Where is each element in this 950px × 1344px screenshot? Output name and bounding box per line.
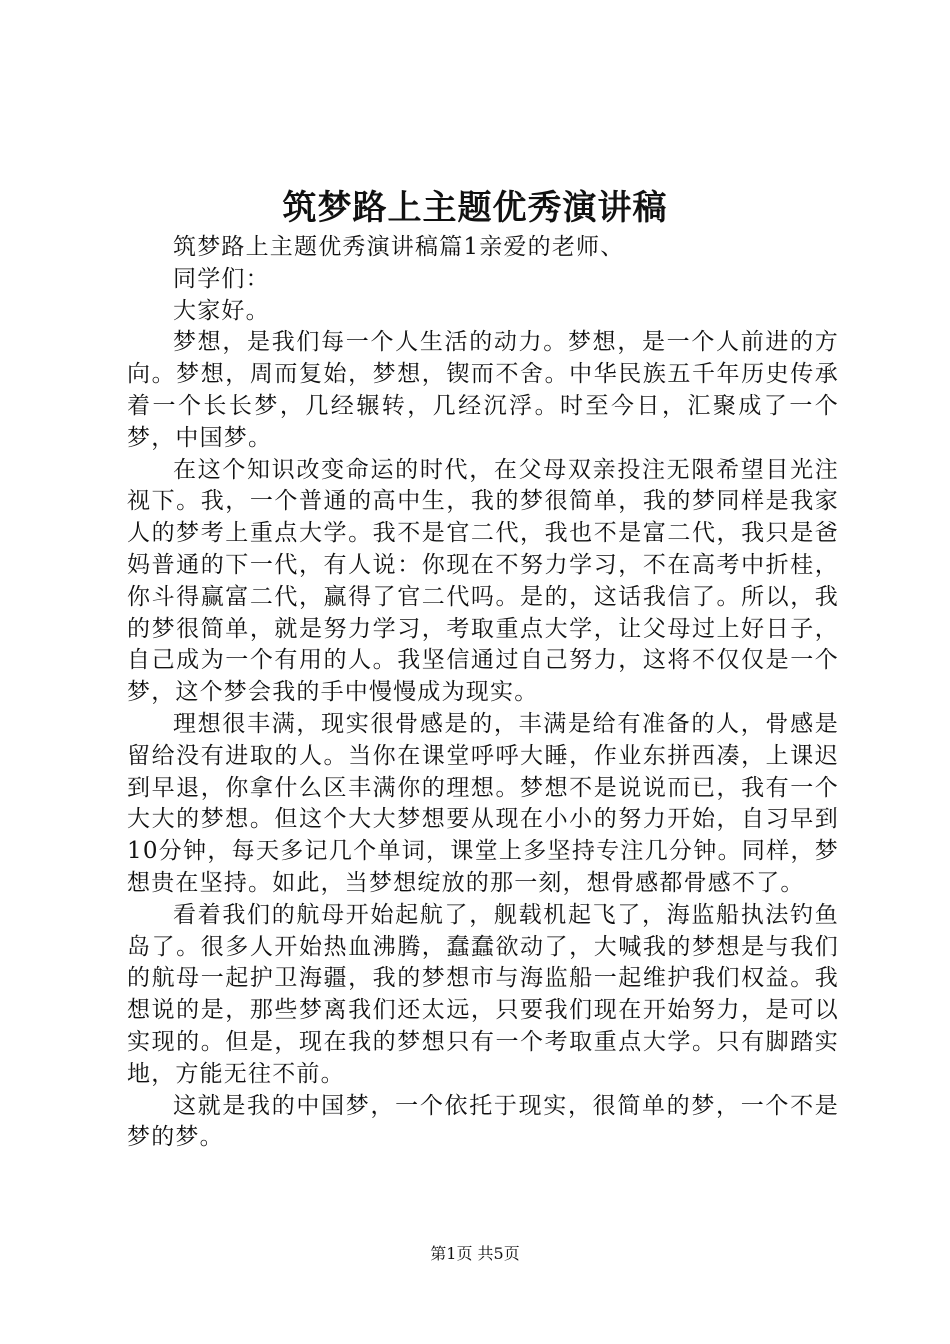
paragraph-intro: 筑梦路上主题优秀演讲稿篇1亲爱的老师、 bbox=[173, 234, 625, 260]
document-title: 筑梦路上主题优秀演讲稿 bbox=[282, 188, 668, 228]
paragraph-conclusion: 这就是我的中国梦，一个依托于现实，很简单的梦，一个不是梦的梦。 bbox=[127, 1092, 839, 1151]
paragraph-personal-dream: 在这个知识改变命运的时代，在父母双亲投注无限希望目光注视下。我，一个普通的高中生，我的梦很简单，我的梦同样是我家人的梦考上重点大学。我不是官二代，我也不是富二代，我只是爸妈普通的下一代，有人说：你现在不努力学习，不在高考中折桂，你斗得赢富二代，赢得了官二代吗。是的，这话我信了。所以，我的梦很简单，就是努力学习，考取重点大学，让父母过上好日子，自己成为一个有用的人。我坚信通过自己努力，这将不仅仅是一个梦，这个梦会我的手中慢慢成为现实。 bbox=[127, 456, 839, 706]
paragraph-dream-meaning: 梦想，是我们每一个人生活的动力。梦想，是一个人前进的方向。梦想，周而复始，梦想，锲而不舍。中华民族五千年历史传承着一个长长梦，几经辗转，几经沉浮。时至今日，汇聚成了一个梦，中国梦。 bbox=[127, 329, 839, 451]
document-body bbox=[127, 232, 839, 1154]
paragraph-ideal-reality: 理想很丰满，现实很骨感是的，丰满是给有准备的人，骨感是留给没有进取的人。当你在课堂呼呼大睡，作业东拼西凑，上课迟到早退，你拿什么区丰满你的理想。梦想不是说说而已，我有一个大大的梦想。但这个大大梦想要从现在小小的努力开始，自习早到10分钟，每天多记几个单词，课堂上多坚持专注几分钟。同样，梦想贵在坚持。如此，当梦想绽放的那一刻，想骨感都骨感不了。 bbox=[127, 710, 839, 896]
page-footer: 第1页 共5页 bbox=[430, 1244, 520, 1263]
paragraph-national-dream: 看着我们的航母开始起航了，舰载机起飞了，海监船执法钓鱼岛了。很多人开始热血沸腾，蠢蠢欲动了，大喊我的梦想是与我们的航母一起护卫海疆，我的梦想市与海监船一起维护我们权益。我想说的是，那些梦离我们还太远，只要我们现在开始努力，是可以实现的。但是，现在我的梦想只有一个考取重点大学。只有脚踏实地，方能无往不前。 bbox=[127, 901, 839, 1087]
paragraph-greeting-audience: 同学们： bbox=[173, 265, 270, 292]
paragraph-greeting-hello: 大家好。 bbox=[173, 297, 270, 324]
